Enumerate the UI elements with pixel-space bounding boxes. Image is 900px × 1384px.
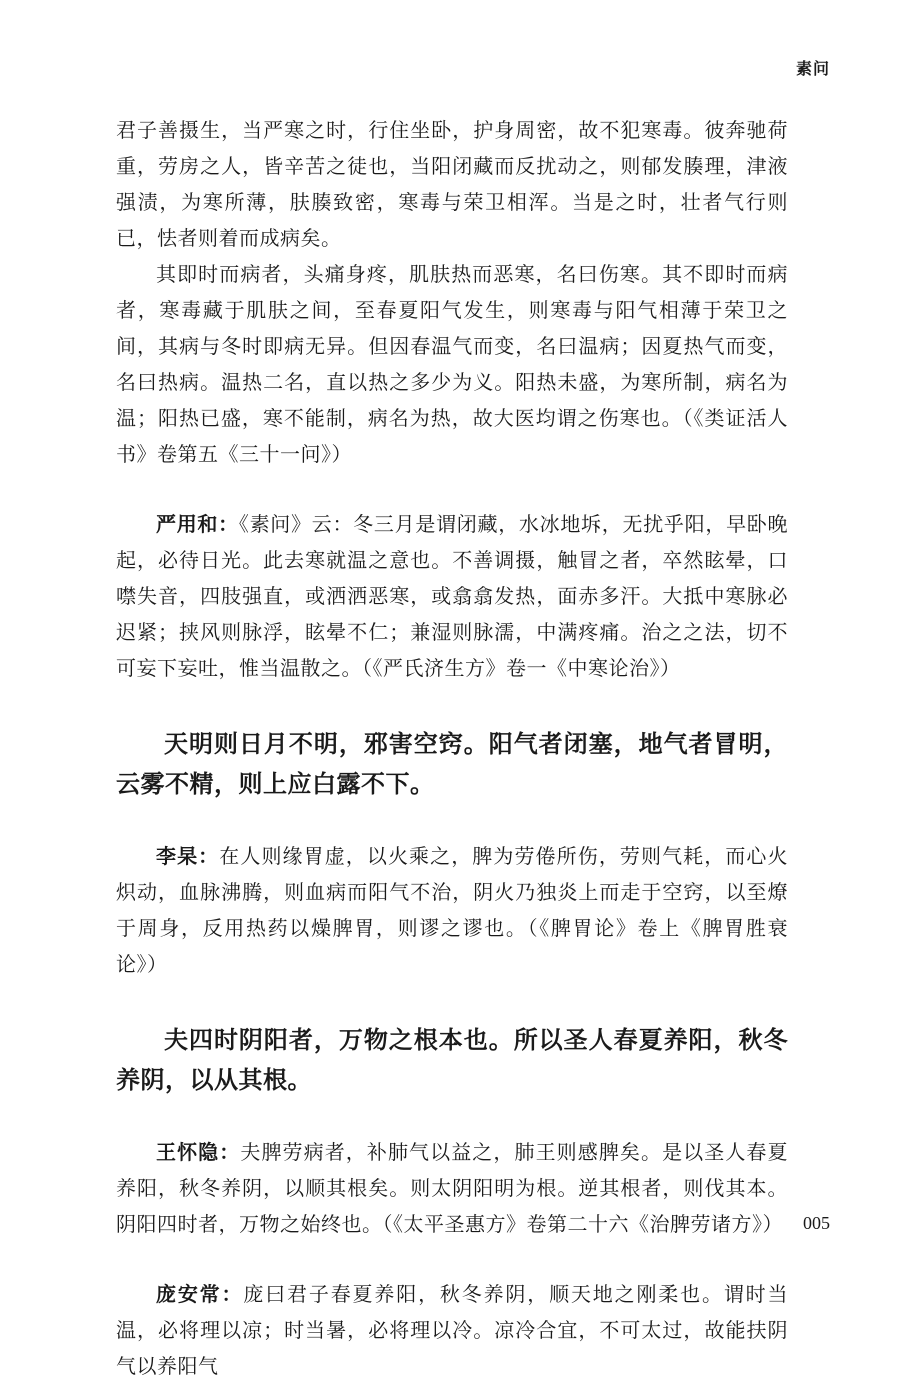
running-header: 素问 xyxy=(795,59,830,78)
commentary-text: 夫脾劳病者，补肺气以益之，肺王则感脾矣。是以圣人春夏养阳，秋冬养阴，以顺其根矣。则太阴阳明为根。逆其根者，则伐其本。阴阳四时者，万物之始终也。（《太平圣惠方》卷第二十六《治脾劳诸方》） xyxy=(116,1140,789,1236)
classic-text: 夫四时阴阳者，万物之根本也。所以圣人春夏养阳，秋冬养阴，以从其根。 xyxy=(116,1025,788,1094)
commentator-name: 王怀隐： xyxy=(156,1140,241,1164)
commentary-text: 庞曰君子春夏养阳，秋冬养阴，顺天地之刚柔也。谓时当温，必将理以凉；时当暑，必将理以冷。凉冷合宜，不可太过，故能扶阴气以养阳气 xyxy=(116,1282,789,1378)
paragraph: 其即时而病者，头痛身疼，肌肤热而恶寒，名曰伤寒。其不即时而病者，寒毒藏于肌肤之间，至春夏阳气发生，则寒毒与阳气相薄于荣卫之间，其病与冬时即病无异。但因春温气而变，名曰温病；因夏热气而变，名曰热病。温热二名，直以热之多少为义。阳热未盛，为寒所制，病名为温；阳热已盛，寒不能制，病名为热，故大医均谓之伤寒也。（《类证活人书》卷第五《三十一问》） xyxy=(116,262,788,466)
commentary-text: 在人则缘胃虚，以火乘之，脾为劳倦所伤，劳则气耗，而心火炽动，血脉沸腾，则血病而阳气不治，阴火乃独炎上而走于空窍，以至燎于周身，反用热药以燥脾胃，则谬之谬也。（《脾胃论》卷上《脾胃胜衰论》） xyxy=(116,844,789,976)
commentator-name: 严用和： xyxy=(156,512,239,536)
commentator-name: 李杲： xyxy=(156,844,220,868)
page-number: 005 xyxy=(803,1213,830,1233)
commentary-text: 《素问》云：冬三月是谓闭藏，水冰地坼，无扰乎阳，早卧晚起，必待日光。此去寒就温之意也。不善调摄，触冒之者，卒然眩晕，口噤失音，四肢强直，或洒洒恶寒，或翕翕发热，面赤多汗。大抵中寒脉必迟紧；挟风则脉浮，眩晕不仁；兼湿则脉濡，中满疼痛。治之之法，切不可妄下妄吐，惟当温散之。（《严氏济生方》卷一《中寒论治》） xyxy=(116,512,789,680)
classic-text: 天明则日月不明，邪害空窍。阳气者闭塞，地气者冒明，云雾不精，则上应白露不下。 xyxy=(116,729,788,798)
commentator-name: 庞安常： xyxy=(156,1282,244,1306)
commentary-paragraph xyxy=(116,1276,788,1384)
commentary-paragraph xyxy=(116,838,788,982)
commentary-paragraph xyxy=(116,506,788,686)
paragraph: 君子善摄生，当严寒之时，行住坐卧，护身周密，故不犯寒毒。彼奔驰荷重，劳房之人，皆辛苦之徒也，当阳闭藏而反扰动之，则郁发腠理，津液强渍，为寒所薄，肤腠致密，寒毒与荣卫相浑。当是之时，壮者气行则已，怯者则着而成病矣。 xyxy=(116,118,788,250)
page-body xyxy=(116,112,788,1384)
commentary-paragraph xyxy=(116,1134,788,1242)
